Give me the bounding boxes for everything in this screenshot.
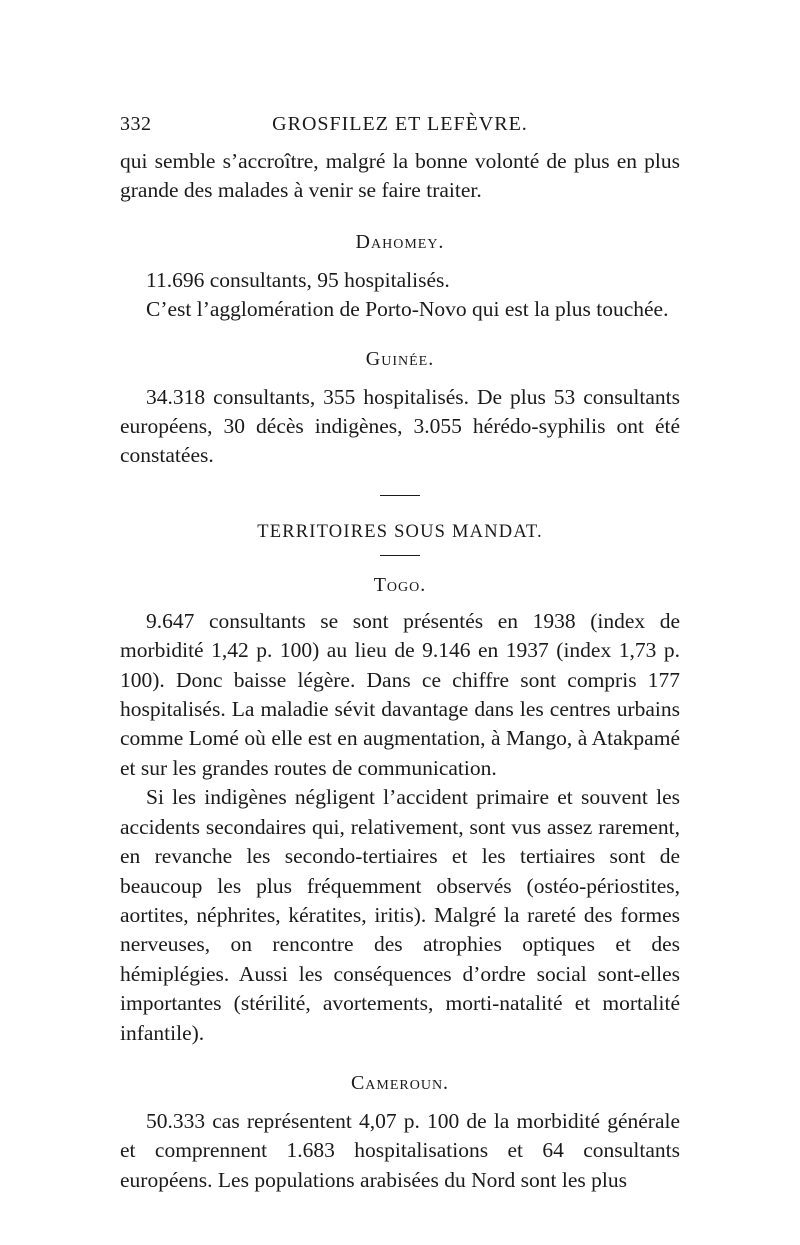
togo-paragraph-2: Si les indigènes négligent l’accident primaire et souvent les accidents secondaires qui, relativement, sont vus assez rarement, en revanche les secondo-tertiaires et les tertiaires sont de beaucoup les plus fréquemment observés (ostéo-périostites, aortites, néphrites, kératites, iritis). Malgré la rareté des formes nerveuses, on rencontre des atrophies optiques et des hémiplégies. Aussi les conséquences d’ordre social sont-elles importantes (stérilité, avortements, morti-natalité et mortalité infantile).: [120, 785, 680, 1045]
section-title-dahomey: Dahomey.: [355, 230, 445, 253]
section-title-togo: Togo.: [373, 573, 427, 596]
book-page: [120, 113, 680, 1195]
section-title-guinee: Guinée.: [365, 347, 435, 370]
territoires-heading: TERRITOIRES SOUS MANDAT.: [257, 521, 543, 542]
guinee-paragraph: 34.318 consultants, 355 hospitalisés. De plus 53 consultants européens, 30 décès indigènes, 3.055 hérédo-syphilis ont été constatées.: [120, 384, 680, 468]
dahomey-paragraph-2: C’est l’agglomération de Porto-Novo qui est la plus touchée.: [146, 297, 669, 322]
running-title: GROSFILEZ ET LEFÈVRE.: [272, 113, 528, 135]
cameroun-paragraph: 50.333 cas représentent 4,07 p. 100 de la morbidité générale et comprennent 1.683 hospitalisations et 64 consultants européens. Les populations arabisées du Nord sont les plus: [120, 1108, 680, 1192]
togo-paragraph-1: 9.647 consultants se sont présentés en 1938 (index de morbidité 1,42 p. 100) au lieu de 9.146 en 1937 (index 1,73 p. 100). Donc baisse légère. Dans ce chiffre sont compris 177 hospitalisés. La maladie sévit davantage dans les centres urbains comme Lomé où elle est en augmentation, à Mango, à Atakpamé et sur les grandes routes de communication.: [120, 608, 680, 780]
dahomey-paragraph-1: 11.696 consultants, 95 hospitalisés.: [146, 267, 450, 292]
page-number: 332: [120, 113, 152, 135]
intro-paragraph: qui semble s’accroître, malgré la bonne volonté de plus en plus grande des malades à venir se faire traiter.: [120, 149, 680, 203]
section-title-cameroun: Cameroun.: [350, 1071, 450, 1094]
page-header: [120, 113, 680, 147]
